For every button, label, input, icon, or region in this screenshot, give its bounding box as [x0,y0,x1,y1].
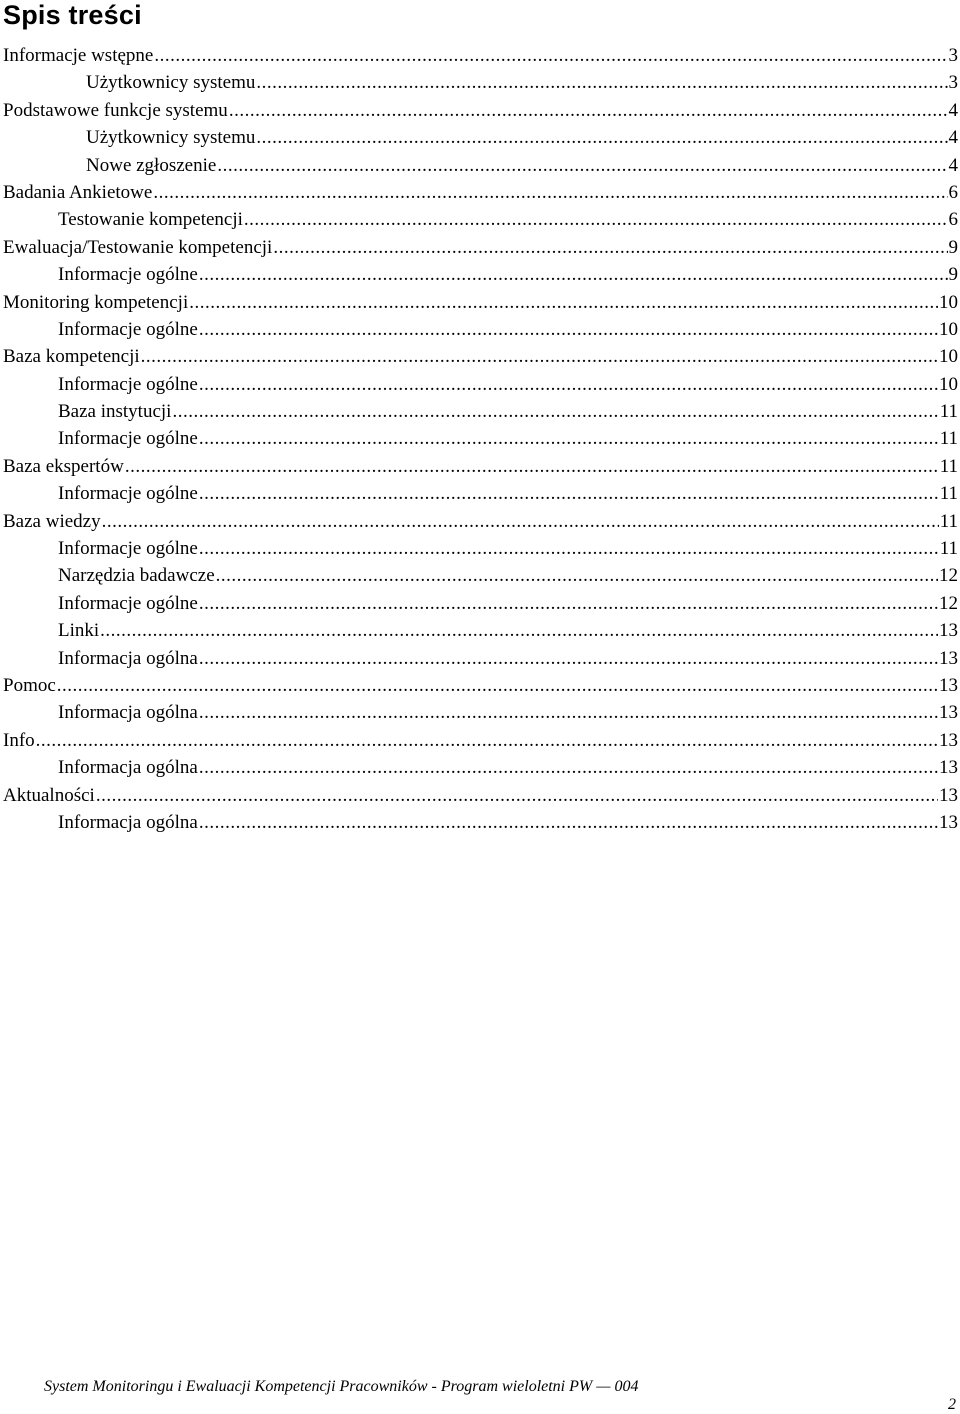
toc-entry-page: 11 [939,455,958,477]
toc-entry[interactable] [0,699,958,726]
toc-entry-page: 10 [939,291,958,313]
toc-entry[interactable] [0,809,958,836]
dot-leader [125,453,939,480]
toc-entry-page: 12 [939,565,958,587]
dot-leader [199,754,938,781]
dot-leader [189,289,938,316]
toc-entry[interactable] [0,398,958,425]
toc-entry[interactable] [0,152,958,179]
toc-entry-title: Informacje ogólne [58,538,198,560]
toc-entry[interactable] [0,590,958,617]
dot-leader [256,69,947,96]
dot-leader [199,809,938,836]
toc-entry-title: Podstawowe funkcje systemu [3,99,228,121]
dot-leader [199,590,938,617]
toc-entry[interactable] [0,343,958,370]
page-title: Spis treści [3,0,142,30]
toc-entry-title: Baza instytucji [58,401,172,423]
dot-leader [102,508,939,535]
toc-entry[interactable] [0,42,958,69]
toc-entry-title: Informacje ogólne [58,592,198,614]
toc-entry-page: 13 [939,620,958,642]
toc-entry[interactable] [0,508,958,535]
toc-entry-title: Monitoring kompetencji [3,291,189,313]
toc-entry[interactable] [0,69,958,96]
dot-leader [244,206,948,233]
toc-entry[interactable] [0,206,958,233]
toc-entry-page: 11 [939,538,958,560]
dot-leader [273,234,947,261]
toc-entry-page: 13 [939,702,958,724]
dot-leader [199,480,939,507]
toc-entry-page: 13 [939,729,958,751]
toc-entry-title: Informacje ogólne [58,428,198,450]
toc-entry-title: Informacja ogólna [58,702,198,724]
toc-entry-title: Informacja ogólna [58,647,198,669]
toc-entry-title: Informacje ogólne [58,373,198,395]
page-number: 2 [948,1396,956,1413]
dot-leader [141,343,938,370]
toc-entry-title: Baza wiedzy [3,510,101,532]
toc-entry-page: 6 [948,181,958,203]
toc-entry-page: 4 [948,127,958,149]
toc-entry-page: 12 [939,592,958,614]
toc-entry[interactable] [0,782,958,809]
toc-entry[interactable] [0,562,958,589]
toc-entry-page: 4 [948,99,958,121]
toc-entry[interactable] [0,124,958,151]
dot-leader [199,699,938,726]
toc-entry-title: Badania Ankietowe [3,181,153,203]
toc-entry[interactable] [0,289,958,316]
document-footer: System Monitoringu i Ewaluacji Kompetencji Pracowników - Program wieloletni PW — 004 [44,1378,639,1395]
toc-entry-page: 11 [939,510,958,532]
toc-entry-title: Użytkownicy systemu [86,72,256,94]
toc-entry-title: Baza kompetencji [3,346,140,368]
toc-entry-page: 11 [939,428,958,450]
dot-leader [172,398,938,425]
dot-leader [199,645,938,672]
dot-leader [36,727,938,754]
toc-entry-page: 13 [939,811,958,833]
toc-entry[interactable] [0,234,958,261]
dot-leader [199,261,948,288]
dot-leader [153,179,947,206]
toc-entry[interactable] [0,371,958,398]
dot-leader [100,617,938,644]
table-of-contents [0,42,958,836]
toc-entry-title: Aktualności [3,784,95,806]
toc-entry-title: Info [3,729,35,751]
toc-entry-page: 11 [939,401,958,423]
toc-entry-page: 13 [939,784,958,806]
toc-entry-page: 9 [948,264,958,286]
toc-entry-title: Pomoc [3,674,56,696]
toc-entry[interactable] [0,261,958,288]
toc-entry[interactable] [0,453,958,480]
toc-entry-title: Informacje ogólne [58,264,198,286]
toc-entry[interactable] [0,645,958,672]
toc-entry-page: 13 [939,757,958,779]
toc-entry[interactable] [0,672,958,699]
toc-entry-page: 13 [939,674,958,696]
toc-entry[interactable] [0,535,958,562]
toc-entry-page: 10 [939,318,958,340]
toc-entry-title: Ewaluacja/Testowanie kompetencji [3,236,273,258]
dot-leader [217,152,947,179]
dot-leader [57,672,938,699]
toc-entry-title: Testowanie kompetencji [58,209,243,231]
toc-entry-page: 4 [948,154,958,176]
dot-leader [199,425,939,452]
toc-entry-title: Informacja ogólna [58,811,198,833]
toc-entry-page: 3 [948,72,958,94]
toc-entry-page: 10 [939,346,958,368]
toc-entry-title: Narzędzia badawcze [58,565,215,587]
toc-entry[interactable] [0,617,958,644]
dot-leader [256,124,947,151]
toc-entry[interactable] [0,179,958,206]
dot-leader [96,782,938,809]
dot-leader [216,562,938,589]
toc-entry-title: Użytkownicy systemu [86,127,256,149]
toc-entry-title: Informacje ogólne [58,318,198,340]
toc-entry-title: Baza ekspertów [3,455,124,477]
toc-entry-page: 13 [939,647,958,669]
dot-leader [199,535,939,562]
toc-entry-title: Informacja ogólna [58,757,198,779]
toc-entry-page: 9 [948,236,958,258]
toc-entry[interactable] [0,97,958,124]
toc-entry[interactable] [0,480,958,507]
toc-entry[interactable] [0,425,958,452]
toc-entry-title: Informacje wstępne [3,45,154,66]
dot-leader [154,42,947,69]
toc-entry-page: 3 [948,45,958,66]
toc-entry-title: Informacje ogólne [58,483,198,505]
toc-entry-title: Linki [58,620,100,642]
toc-entry[interactable] [0,754,958,781]
dot-leader [229,97,948,124]
toc-entry[interactable] [0,727,958,754]
dot-leader [199,316,938,343]
dot-leader [199,371,938,398]
toc-entry-page: 10 [939,373,958,395]
toc-entry-title: Nowe zgłoszenie [86,154,217,176]
toc-entry[interactable] [0,316,958,343]
toc-entry-page: 6 [948,209,958,231]
toc-entry-page: 11 [939,483,958,505]
